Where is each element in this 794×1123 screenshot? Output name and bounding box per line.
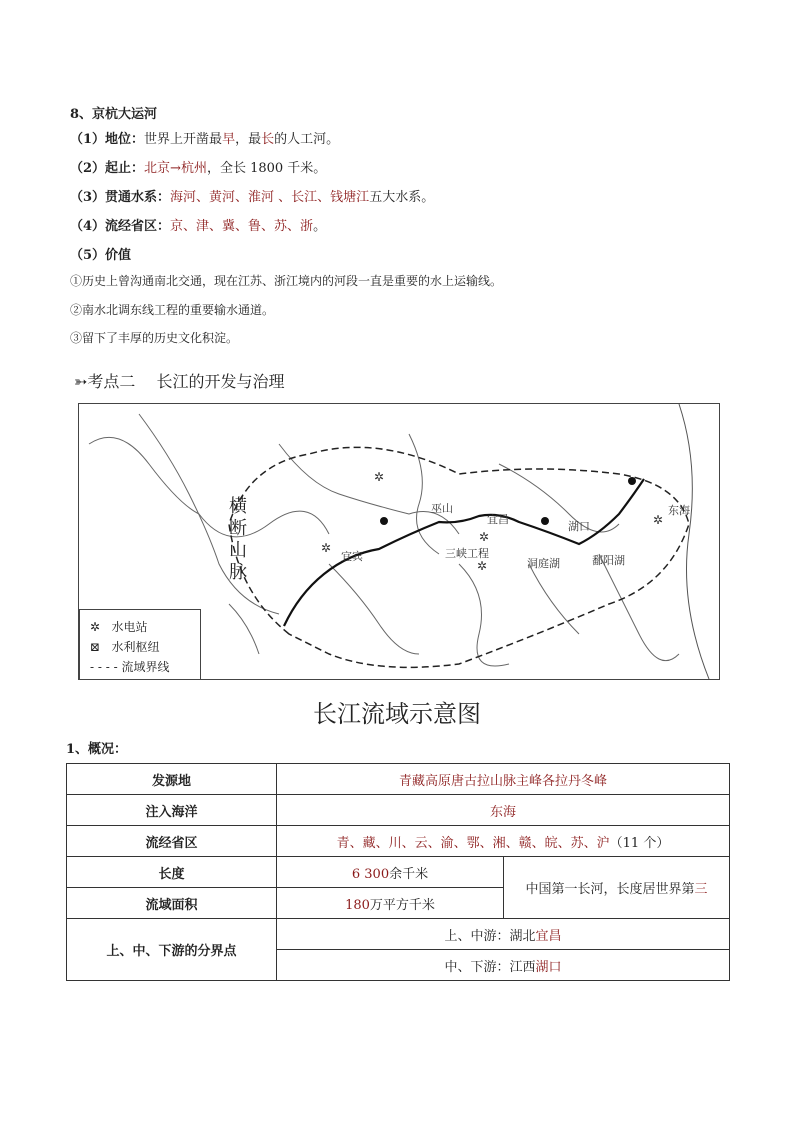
row-value: 东海: [277, 795, 730, 826]
item-label: （3）贯通水系：: [70, 190, 171, 205]
area-unit: 万平方千米: [369, 897, 435, 913]
item-red: 京、津、冀、鲁、苏、浙: [170, 219, 314, 234]
yibin-label: 宜宾: [341, 550, 363, 563]
overview-table: [66, 763, 730, 981]
canal-item-range: [70, 157, 326, 176]
item-text: 。: [313, 219, 327, 234]
item-label: （1）地位：: [70, 132, 145, 147]
legend-item: [90, 618, 148, 635]
map-legend: [79, 609, 201, 680]
poyang-label: 鄱阳湖: [592, 554, 625, 567]
legend-label: 流域界线: [121, 660, 170, 674]
legend-item: [90, 658, 170, 675]
city-dot: [541, 517, 549, 525]
city-dot: [628, 477, 636, 485]
legend-label: 水利枢纽: [111, 640, 160, 654]
row-header: 上、中、下游的分界点: [67, 919, 277, 981]
item-text: 世界上开凿最: [144, 132, 223, 147]
row-header: 发源地: [67, 764, 277, 795]
dongting-label: 洞庭湖: [527, 557, 560, 570]
item-red: 海河、黄河、淮河 、长江、钱塘江: [170, 190, 370, 205]
item-red: 北京→杭州: [144, 161, 207, 176]
canal-item-value: （5）价值: [70, 248, 132, 263]
water-hub-icon: ⊠: [90, 640, 101, 654]
row-value: [277, 888, 504, 919]
river-line: [139, 414, 279, 614]
rank-number: 三: [694, 882, 708, 897]
hydro-station-icon: ✲: [477, 559, 488, 573]
area-value: 180: [345, 897, 370, 913]
div-red: 湖口: [535, 959, 562, 975]
section-title: 考点二 长江的开发与治理: [87, 372, 285, 391]
river-line: [279, 444, 459, 534]
table-row: [67, 857, 730, 888]
boundary-dash-icon: - - - -: [90, 660, 118, 674]
mountain-label: 横断山脉: [229, 496, 247, 583]
sanxia-label: 三峡工程: [445, 547, 489, 560]
hydro-station-icon: ✲: [374, 470, 385, 484]
hukou-label: 湖口: [568, 520, 590, 533]
value-line-2: ②南水北调东线工程的重要输水通道。: [70, 303, 275, 317]
length-unit: 余千米: [389, 866, 429, 882]
div-text: 上、中游：湖北: [444, 928, 536, 944]
item-label: （4）流经省区：: [70, 219, 171, 234]
canal-item-status: [70, 128, 339, 147]
river-line: [409, 434, 439, 554]
item-text: 五大水系。: [369, 190, 435, 205]
item-red: 早: [222, 132, 236, 147]
river-line: [329, 564, 419, 654]
hydro-station-icon: ✲: [653, 513, 664, 527]
item-text: ，全长 1800 千米。: [206, 161, 327, 176]
value-line-1: ①历史上曾沟通南北交通，现在江苏、浙江境内的河段一直是重要的水上运输线。: [70, 274, 503, 288]
river-line: [529, 564, 579, 634]
canal-item-waters: [70, 186, 434, 205]
arrow-icon: ➳: [74, 372, 88, 391]
row-value: 青藏高原唐古拉山脉主峰各拉丹冬峰: [277, 764, 730, 795]
province-count: （11 个）: [609, 835, 670, 851]
row-value: [277, 919, 730, 950]
row-value: [277, 826, 730, 857]
legend-label: 水电站: [111, 620, 148, 634]
item-label: （2）起止：: [70, 161, 145, 176]
sea-label: 东海: [668, 504, 690, 517]
canal-item-provinces: [70, 215, 326, 234]
coast-line: [679, 404, 709, 679]
river-line: [459, 564, 509, 666]
value-line-3: ③留下了丰厚的历史文化积淀。: [70, 331, 239, 345]
city-dot: [380, 517, 388, 525]
river-line: [89, 437, 329, 537]
item-text: 的人工河。: [274, 132, 340, 147]
rank-cell: [504, 857, 730, 919]
row-value: [277, 950, 730, 981]
row-header: 注入海洋: [67, 795, 277, 826]
div-red: 宜昌: [535, 928, 562, 944]
province-list: 青、藏、川、云、渝、鄂、湘、赣、皖、苏、沪: [336, 835, 610, 851]
row-header: 长度: [67, 857, 277, 888]
item-red: 长: [261, 132, 275, 147]
row-value: [277, 857, 504, 888]
map-caption: 长江流域示意图: [313, 700, 481, 728]
overview-title: 1、概况：: [66, 742, 128, 757]
table-row: [67, 795, 730, 826]
wushan-label: 巫山: [431, 502, 453, 515]
table-row: [67, 919, 730, 950]
hydro-station-icon: ✲: [321, 541, 332, 555]
table-row: [67, 826, 730, 857]
div-text: 中、下游：江西: [444, 959, 536, 975]
table-row: [67, 764, 730, 795]
canal-title: 8、京杭大运河: [70, 107, 158, 122]
rank-text: 中国第一长河，长度居世界第: [525, 882, 695, 897]
river-line: [229, 604, 259, 654]
hydro-station-icon: ✲: [479, 530, 490, 544]
hydro-station-icon: ✲: [90, 620, 101, 634]
length-value: 6 300: [351, 866, 390, 882]
item-text: ，最: [235, 132, 262, 147]
yichang-label: 宜昌: [487, 513, 509, 526]
row-header: 流域面积: [67, 888, 277, 919]
section-heading: [74, 369, 285, 392]
river-line: [599, 554, 679, 661]
legend-item: [90, 638, 160, 655]
row-header: 流经省区: [67, 826, 277, 857]
